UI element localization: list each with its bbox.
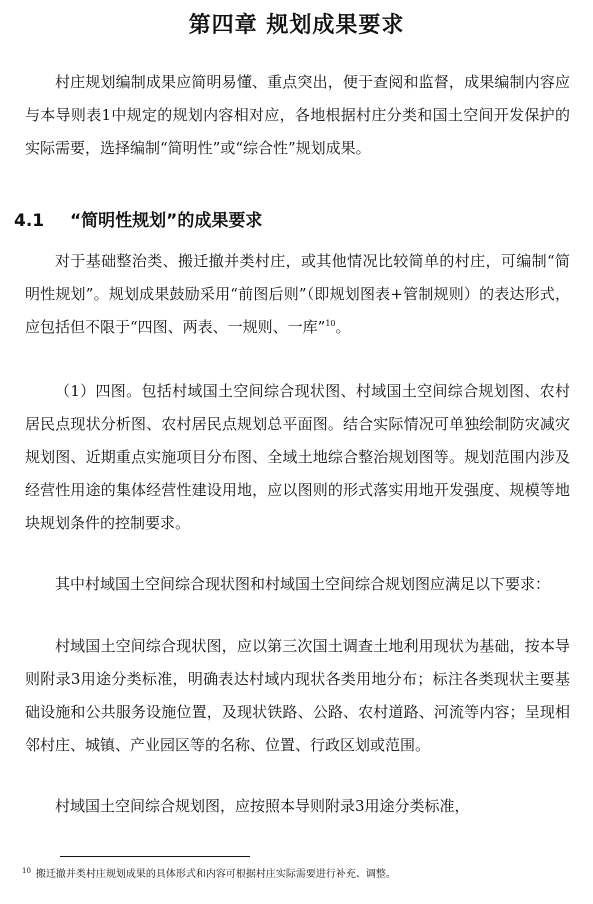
section-number: 4.1	[14, 211, 45, 231]
paragraph-4: 村域国土空间综合现状图，应以第三次国土调查土地利用现状为基础，按本导则附录3用途分类标准，明确表达村域内现状各类用地分布；标注各类现状主要基础设施和公共服务设施位置，及现状铁路、公路、农村道路、河流等内容；呈现相邻村庄、城镇、产业园区等的名称、位置、行政区划或范围。	[25, 637, 570, 754]
footnote-divider	[60, 856, 250, 857]
footnote-mark: 10	[22, 866, 31, 875]
paragraph-1	[25, 245, 570, 344]
section-heading	[14, 208, 262, 234]
paragraph-1-end: 。	[335, 318, 351, 336]
paragraph-3: 其中村域国土空间综合现状图和村域国土空间综合规划图应满足以下要求：	[55, 575, 551, 593]
footnote-reference: 10	[325, 319, 336, 328]
paragraph-5: 村域国土空间综合规划图，应按照本导则附录3用途分类标准，	[55, 797, 470, 815]
section-title: “简明性规划”的成果要求	[70, 211, 263, 231]
footnote	[22, 867, 572, 883]
footnote-text: 搬迁撤并类村庄规划成果的具体形式和内容可根据村庄实际需要进行补充、调整。	[35, 869, 396, 880]
paragraph-2: （1）四图。包括村域国土空间综合现状图、村域国土空间综合规划图、农村居民点现状分析图、农村居民点规划总平面图。结合实际情况可单独绘制防灾减灾规划图、近期重点实施项目分布图、全域土地综合整治规划图等。规划范围内涉及经营性用途的集体经营性建设用地，应以图则的形式落实用地开发强度、规模等地块规划条件的控制要求。	[25, 382, 570, 532]
intro-paragraph: 村庄规划编制成果应简明易懂、重点突出，便于查阅和监督，成果编制内容应与本导则表1中规定的规划内容相对应，各地根据村庄分类和国土空间开发保护的实际需要，选择编制“简明性”或“综合性”规划成果。	[25, 73, 570, 157]
paragraph-1-text: 对于基础整治类、搬迁撤并类村庄，或其他情况比较简单的村庄，可编制“简明性规划”。规划成果鼓励采用“前图后则”（即规划图表+管制规则）的表达形式，应包括但不限于“四图、两表、一规则、一库”	[25, 252, 570, 336]
chapter-title: 第四章 规划成果要求	[188, 13, 405, 38]
